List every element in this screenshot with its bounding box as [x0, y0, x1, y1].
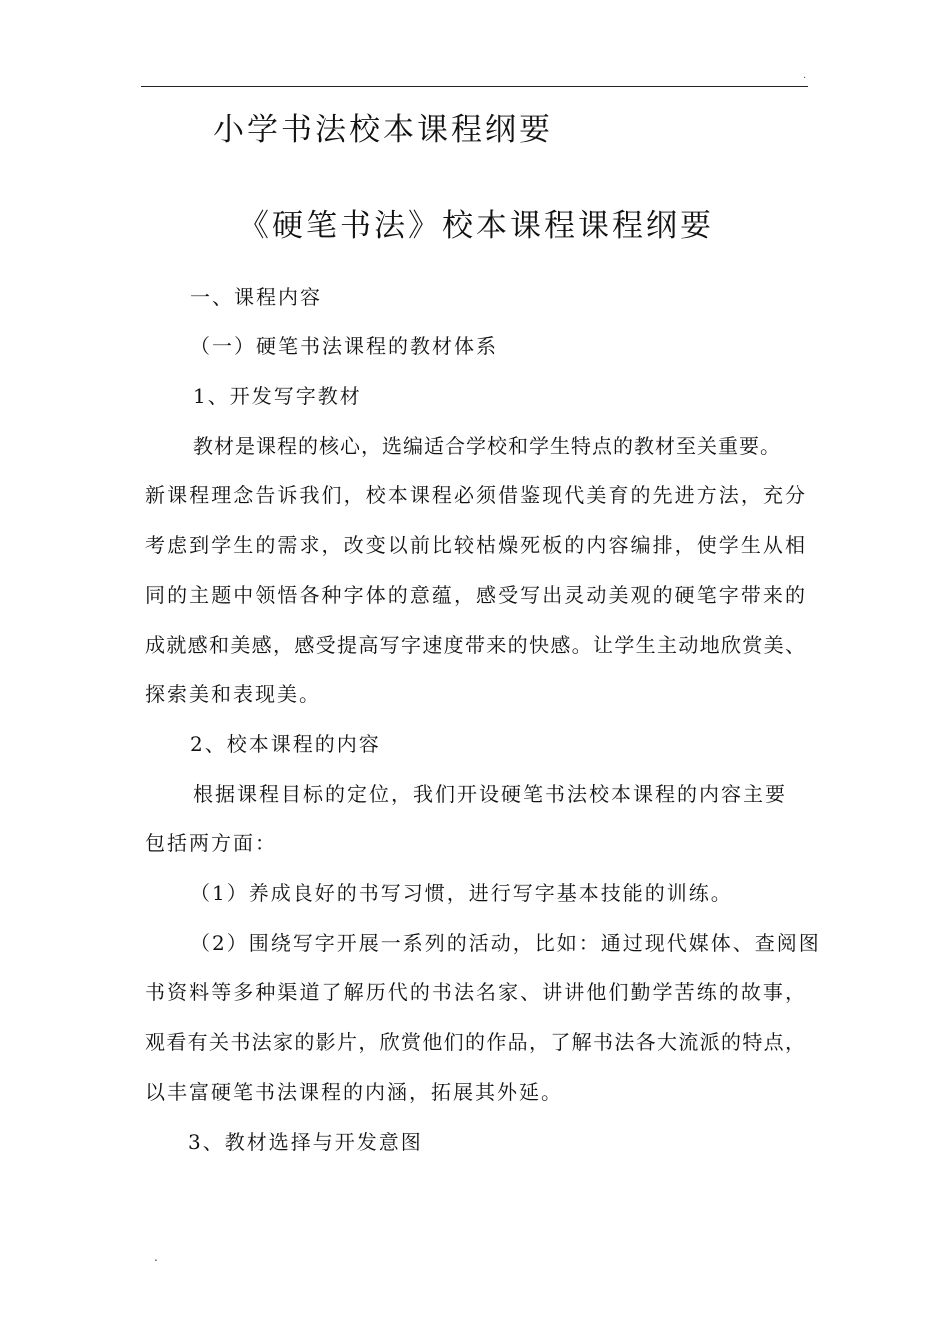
section-heading: 一、课程内容 — [190, 285, 322, 309]
paragraph-line: 教材是课程的核心，选编适合学校和学生特点的教材至关重要。 — [193, 434, 781, 458]
paragraph-line: 新课程理念告诉我们，校本课程必须借鉴现代美育的先进方法，充分 — [145, 483, 805, 507]
document-subtitle: 《硬笔书法》校本课程课程纲要 — [238, 208, 714, 244]
footer-dot: . — [154, 1250, 158, 1264]
item-heading: 2、校本课程的内容 — [190, 732, 381, 756]
subsection-heading: （一）硬笔书法课程的教材体系 — [190, 334, 498, 358]
paragraph-line: 以丰富硬笔书法课程的内涵，拓展其外延。 — [145, 1080, 563, 1104]
page-title: 小学书法校本课程纲要 — [213, 112, 553, 148]
paragraph-line: 考虑到学生的需求，改变以前比较枯燥死板的内容编排，使学生从相 — [145, 533, 805, 557]
header-dot: . — [803, 70, 807, 81]
item-heading: 3、教材选择与开发意图 — [188, 1130, 423, 1154]
header-rule — [141, 86, 808, 87]
list-item: （2）围绕写字开展一系列的活动，比如：通过现代媒体、查阅图 — [190, 931, 821, 955]
paragraph-line: 观看有关书法家的影片，欣赏他们的作品，了解书法各大流派的特点， — [145, 1030, 805, 1054]
paragraph-line: 书资料等多种渠道了解历代的书法名家、讲讲他们勤学苦练的故事， — [145, 980, 805, 1004]
paragraph-line: 根据课程目标的定位，我们开设硬笔书法校本课程的内容主要 — [193, 782, 787, 806]
paragraph-line: 包括两方面： — [145, 831, 277, 855]
list-item: （1）养成良好的书写习惯，进行写字基本技能的训练。 — [190, 881, 733, 905]
paragraph-line: 探索美和表现美。 — [145, 682, 321, 706]
paragraph-line: 同的主题中领悟各种字体的意蕴，感受写出灵动美观的硬笔字带来的 — [145, 583, 805, 607]
item-heading: 1、开发写字教材 — [193, 384, 362, 408]
paragraph-line: 成就感和美感，感受提高写字速度带来的快感。让学生主动地欣赏美、 — [145, 633, 805, 657]
